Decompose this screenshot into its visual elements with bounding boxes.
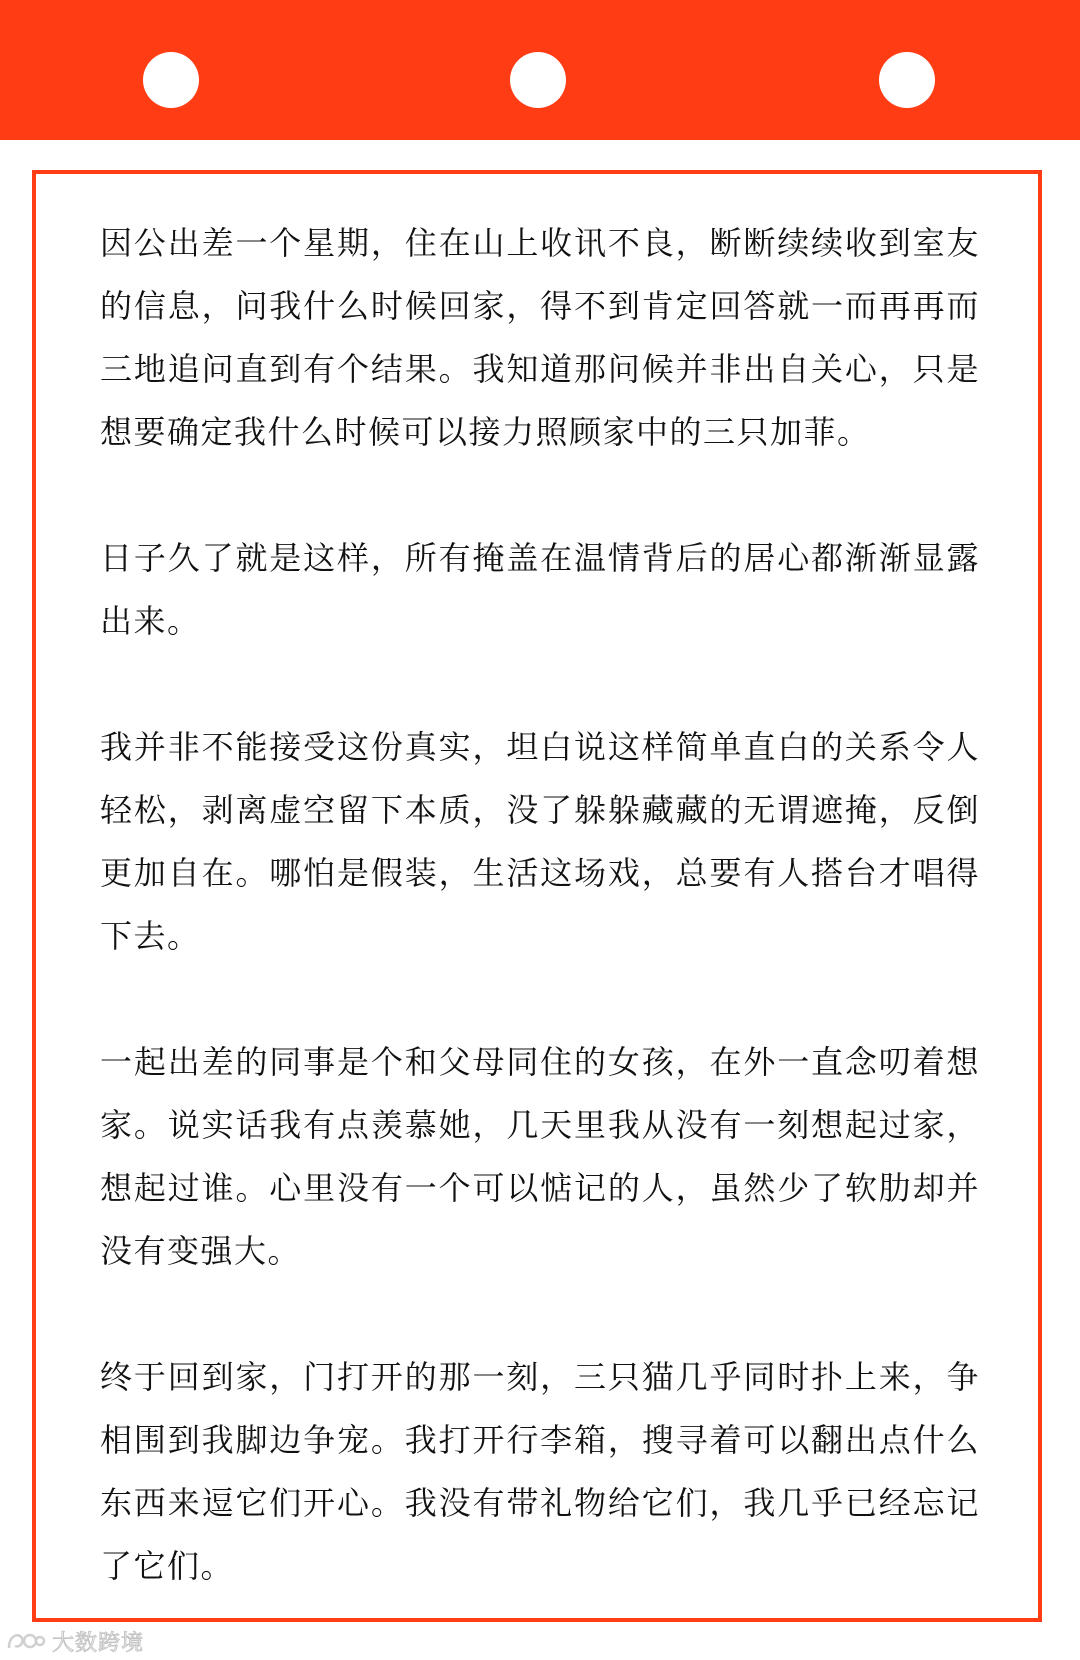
note-card xyxy=(32,170,1042,1622)
binder-ring-hole xyxy=(879,52,935,108)
paragraph: 我并非不能接受这份真实，坦白说这样简单直白的关系令人轻松，剥离虚空留下本质，没了躲躲藏藏的无谓遮掩，反倒更加自在。哪怕是假装，生活这场戏，总要有人搭台才唱得下去。 xyxy=(100,728,980,955)
calendar-header-bar xyxy=(0,0,1080,140)
paragraph: 因公出差一个星期，住在山上收讯不良，断断续续收到室友的信息，问我什么时候回家，得不到肯定回答就一而再再而三地追问直到有个结果。我知道那问候并非出自关心，只是想要确定我什么时候可以接力照顾家中的三只加菲。 xyxy=(100,224,980,451)
paragraph: 日子久了就是这样，所有掩盖在温情背后的居心都渐渐显露出来。 xyxy=(100,539,980,640)
paragraph: 一起出差的同事是个和父母同住的女孩，在外一直念叨着想家。说实话我有点羡慕她，几天里我从没有一刻想起过家，想起过谁。心里没有一个可以惦记的人，虽然少了软肋却并没有变强大。 xyxy=(100,1043,980,1270)
binder-ring-hole xyxy=(510,52,566,108)
binder-ring-hole xyxy=(143,52,199,108)
paragraph: 终于回到家，门打开的那一刻，三只猫几乎同时扑上来，争相围到我脚边争宠。我打开行李箱，搜寻着可以翻出点什么东西来逗它们开心。我没有带礼物给它们，我几乎已经忘记了它们。 xyxy=(100,1358,980,1585)
watermark-text: 大数跨境 xyxy=(52,1630,145,1656)
watermark-logo-icon xyxy=(6,1628,46,1654)
watermark xyxy=(6,1626,144,1656)
note-body xyxy=(100,212,980,1598)
